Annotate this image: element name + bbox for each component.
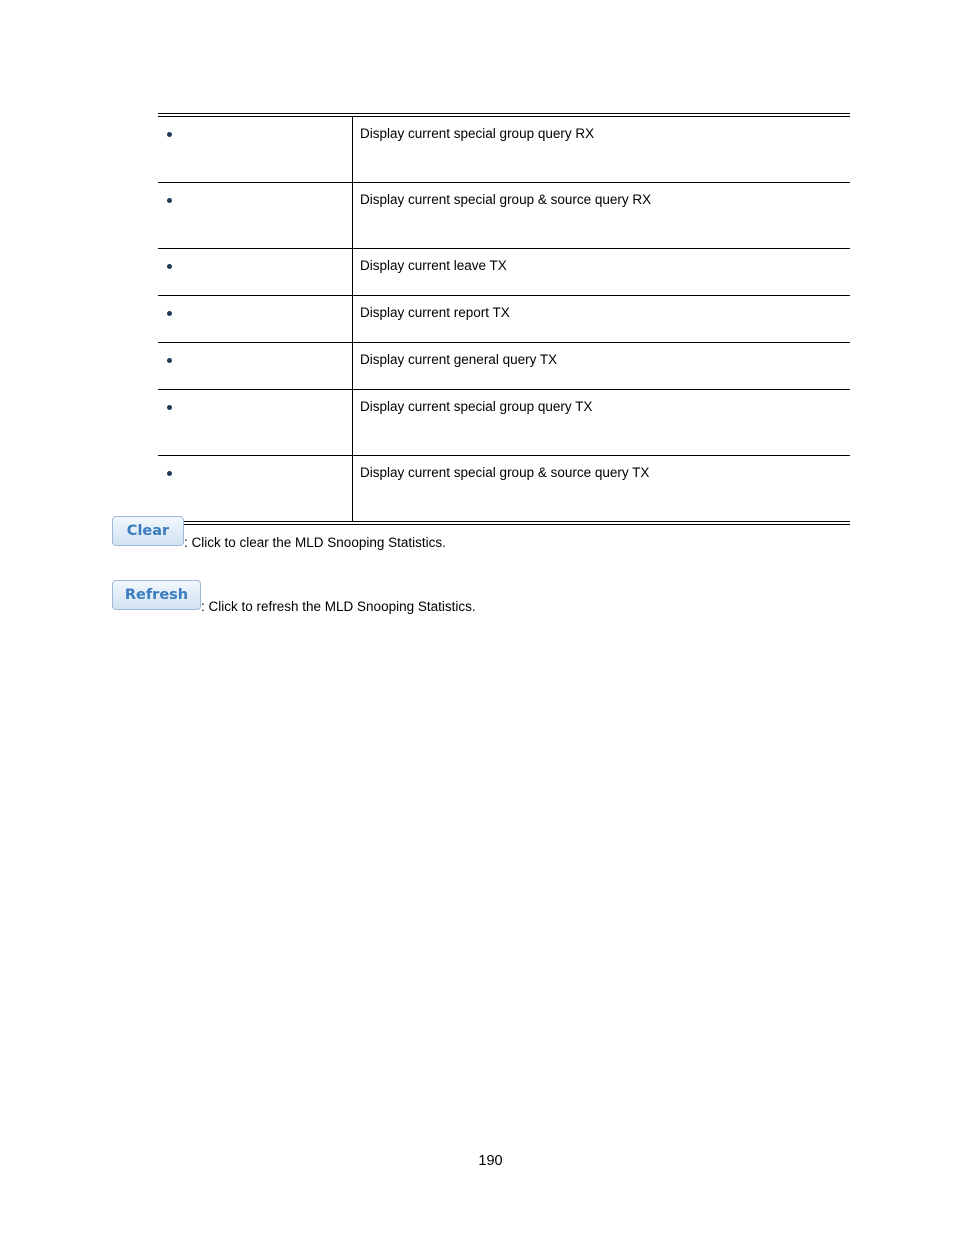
table-row xyxy=(158,343,850,390)
table-row xyxy=(158,249,850,296)
description-cell: Display current leave TX xyxy=(353,249,851,296)
description-cell: Display current special group & source query TX xyxy=(353,456,851,524)
table-row xyxy=(158,390,850,456)
description-cell: Display current special group query TX xyxy=(353,390,851,456)
bullet-cell xyxy=(158,390,353,456)
clear-button-description: : Click to clear the MLD Snooping Statistics. xyxy=(184,535,446,550)
bullet-cell xyxy=(158,456,353,524)
bullet-cell xyxy=(158,183,353,249)
page-number: 190 xyxy=(478,1153,503,1169)
bullet-icon xyxy=(167,405,172,410)
bullet-cell xyxy=(158,296,353,343)
bullet-icon xyxy=(167,311,172,316)
parameter-table xyxy=(158,113,850,525)
description-cell: Display current special group & source query RX xyxy=(353,183,851,249)
bullet-icon xyxy=(167,132,172,137)
bullet-cell xyxy=(158,115,353,183)
description-cell: Display current special group query RX xyxy=(360,126,595,141)
clear-button-row xyxy=(112,516,446,550)
bullet-icon xyxy=(167,198,172,203)
table-row xyxy=(158,296,850,343)
table-row xyxy=(158,183,850,249)
refresh-button-row xyxy=(112,580,476,614)
bullet-cell xyxy=(158,249,353,296)
clear-button[interactable]: Clear xyxy=(112,516,184,546)
bullet-icon xyxy=(167,264,172,269)
bullet-icon xyxy=(167,358,172,363)
description-cell: Display current general query TX xyxy=(353,343,851,390)
refresh-button-description: : Click to refresh the MLD Snooping Statistics. xyxy=(201,599,476,614)
bullet-cell xyxy=(158,343,353,390)
table-row xyxy=(158,456,850,524)
refresh-button[interactable]: Refresh xyxy=(112,580,201,610)
bullet-icon xyxy=(167,471,172,476)
description-cell: Display current report TX xyxy=(353,296,851,343)
table-row xyxy=(158,115,850,183)
